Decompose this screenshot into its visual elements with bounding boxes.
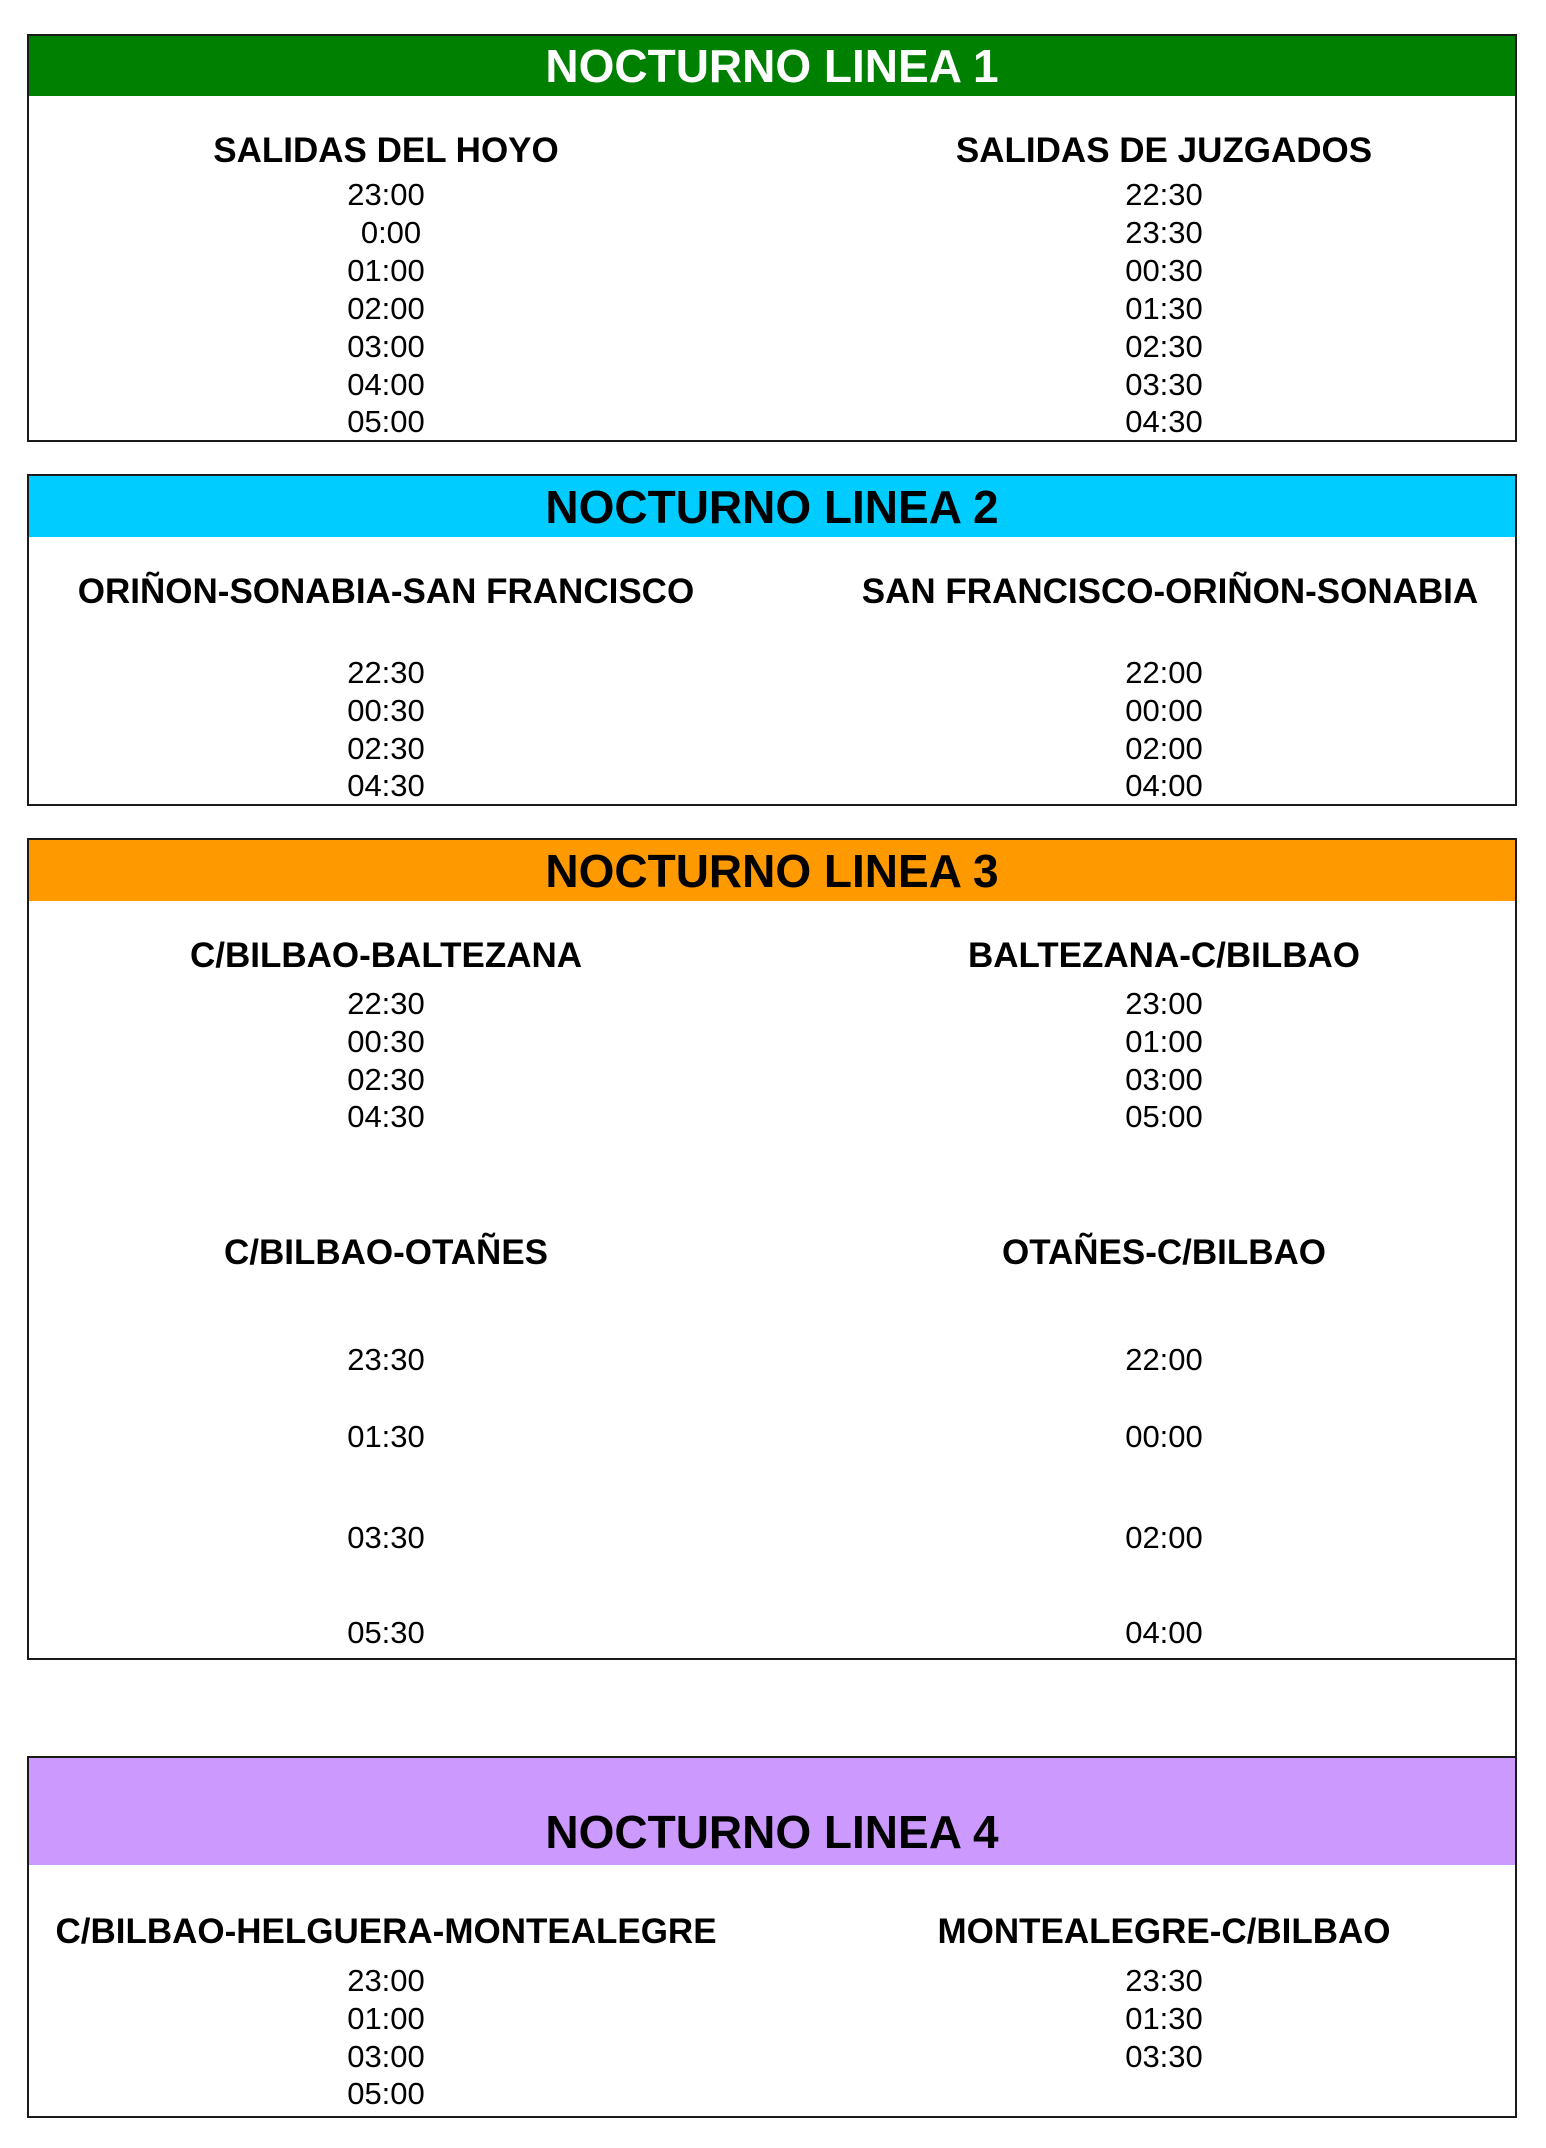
line4-left-time: 05:00 [347,2076,425,2111]
line2-left-time: 02:30 [347,731,425,766]
line1-left-heading: SALIDAS DEL HOYO [213,131,559,170]
line2-right-heading: SAN FRANCISCO-ORIÑON-SONABIA [861,572,1479,611]
line1-left-time: 05:00 [347,404,425,439]
line3-route-b-right-time: 00:00 [1125,1419,1203,1454]
line1-right-time: 23:30 [1125,215,1203,250]
line3-route-a-right-time: 05:00 [1125,1099,1203,1134]
line1-title: NOCTURNO LINEA 1 [545,40,999,92]
line3-route-b-right-heading: OTAÑES-C/BILBAO [1001,1233,1327,1272]
line4-right-heading: MONTEALEGRE-C/BILBAO [937,1912,1391,1951]
line4-title-band [29,1758,1515,1865]
line3-route-a-left-heading: C/BILBAO-BALTEZANA [189,936,583,975]
line3-route-b-left-time: 03:30 [347,1520,425,1555]
line1-right-time: 01:30 [1125,291,1203,326]
line2-right-time: 22:00 [1125,655,1203,690]
line3-route-b-left-time: 23:30 [347,1342,425,1377]
line1-section [27,34,1517,442]
line1-left-time: 04:00 [347,367,425,402]
line2-right-time: 04:00 [1125,768,1203,803]
line3-route-b-right-time: 22:00 [1125,1342,1203,1377]
line4-right-time: 23:30 [1125,1963,1203,1998]
line3-route-a-left-time: 02:30 [347,1062,425,1097]
line3-route-a-left-time: 22:30 [347,986,425,1021]
line4-right-time: 01:30 [1125,2001,1203,2036]
line1-left-time: 01:00 [347,253,425,288]
line3-route-a-right-time: 23:00 [1125,986,1203,1021]
line4-left-time: 01:00 [347,2001,425,2036]
line4-right-time: 03:30 [1125,2039,1203,2074]
line2-left-time: 00:30 [347,693,425,728]
line2-left-time: 22:30 [347,655,425,690]
line2-left-time: 04:30 [347,768,425,803]
line3-route-b-left-heading: C/BILBAO-OTAÑES [223,1233,549,1272]
line1-left-time: 23:00 [347,177,425,212]
line3-route-b-left-time: 05:30 [347,1615,425,1650]
line3-title-band [29,840,1515,901]
line2-left-heading: ORIÑON-SONABIA-SAN FRANCISCO [77,572,695,611]
line2-section [27,474,1517,806]
line1-right-time: 02:30 [1125,329,1203,364]
line1-right-time: 03:30 [1125,367,1203,402]
line3-route-b-left-time: 01:30 [347,1419,425,1454]
line1-right-time: 00:30 [1125,253,1203,288]
line4-title: NOCTURNO LINEA 4 [545,1806,999,1858]
line2-right-time: 00:00 [1125,693,1203,728]
line4-left-heading: C/BILBAO-HELGUERA-MONTEALEGRE [55,1912,717,1951]
line3-route-a-left-time: 04:30 [347,1099,425,1134]
line4-left-time: 03:00 [347,2039,425,2074]
line1-left-time: 03:00 [347,329,425,364]
line3-route-b-right-time: 02:00 [1125,1520,1203,1555]
line1-left-time: 02:00 [347,291,425,326]
line3-route-b-right-time: 04:00 [1125,1615,1203,1650]
line1-left-time: 0:00 [360,215,422,250]
line4-left-time: 23:00 [347,1963,425,1998]
line1-right-heading: SALIDAS DE JUZGADOS [955,131,1373,170]
line2-right-time: 02:00 [1125,731,1203,766]
line2-title: NOCTURNO LINEA 2 [545,480,999,533]
line2-title-band [29,476,1515,537]
line1-right-time: 22:30 [1125,177,1203,212]
section-divider-line [1515,1658,1517,1758]
line3-title: NOCTURNO LINEA 3 [545,844,999,897]
line3-route-a-left-time: 00:30 [347,1024,425,1059]
line1-right-time: 04:30 [1125,404,1203,439]
line1-title-band [29,36,1515,96]
line3-route-a-right-time: 03:00 [1125,1062,1203,1097]
line3-route-a-right-heading: BALTEZANA-C/BILBAO [967,936,1361,975]
line3-route-a-right-time: 01:00 [1125,1024,1203,1059]
